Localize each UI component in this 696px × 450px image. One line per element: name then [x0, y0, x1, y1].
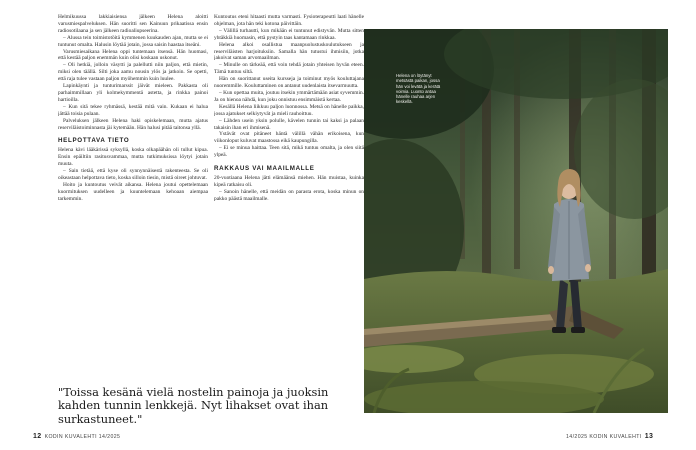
body-paragraph: Lapinkäynti ja tunturimarssit jäivät mieleen. Pakkasta oli parhaimmillaan yli kolmekymmentä astetta, ja rinkka painoi hartioilla. [58, 83, 208, 103]
body-paragraph: – Ei se minua haittaa. Teen sitä, mikä tuntuu omalta, ja olen siitä ylpeä. [214, 145, 364, 159]
body-paragraph: Kuntoutus eteni hitaasti mutta varmasti. Fysioterapeutti laati hänelle ohjelman, jota hän teki kotona päivittäin. [214, 14, 364, 27]
body-paragraph: Ystävät ovat pitäneet häntä välillä vähän erikoisena, kun viikonloput kuluvat maastossa eikä kaupungilla. [214, 131, 364, 145]
subhead-1: HELPOTTAVA TIETO [58, 137, 130, 145]
column-2-body-continued [214, 175, 364, 203]
folio-left-label: KODIN KUVALEHTI 14/2025 [44, 434, 121, 440]
pull-quote: "Toissa kesänä vielä nostelin painoja ja juoksin kahden tunnin lenkkejä. Nyt lihakset ovat ihan surkastuneet." [58, 385, 329, 426]
text-column-1 [58, 14, 208, 380]
body-paragraph: – Sain tietää, että kyse oli synnynnäisestä rakenteesta. Se oli oikeastaan helpottava tieto, koska silloin tiesin, mistä oireet johtuvat. [58, 168, 208, 182]
column-2-body [214, 14, 364, 159]
body-paragraph: Palveluksen jälkeen Helena haki opiskelemaan, mutta ajatus reserviläistoiminnasta jäi kytemään. Hän halusi pitää taitonsa yllä. [58, 117, 208, 131]
body-paragraph: Helena alkoi osallistua maanpuolustuskoulutukseen ja reserviläisten harjoituksiin. Samalla hän tutustui ihmisiin, jotka jakoivat saman arvomaailman. [214, 41, 364, 62]
photo-caption: Helena on löytänyt metsästä paikan, jossa hän voi levätä ja kerätä voimia. Luonto antaa hänelle rauhaa arjen keskellä. [396, 73, 441, 105]
body-paragraph: – Kun sitä tekee ryhmässä, kestää mitä vain. Kukaan ei halua jättää toisia pulaan. [58, 103, 208, 117]
body-paragraph: – Minulle on tärkeää, että voin tehdä jotain yhteisen hyvän eteen. Tämä tuntuu siltä. [214, 62, 364, 76]
body-paragraph: Helmikuussa lakkiaisiensa jälkeen Helena aloitti varusmiespalveluksen. Hän suoritti sen Kainuun prikaatissa ensin radiosotilaana ja sen jälkeen radioaliupseerina. [58, 14, 208, 34]
body-paragraph: – Lähden usein yksin polulle, kävelen tunnin tai kaksi ja palaan takaisin ihan eri ihmisenä. [214, 117, 364, 131]
body-paragraph: – Välillä turhautti, kun mikään ei tuntunut edistyvän. Mutta sitten yhtäkkiä huomasin, että pystyin taas kantamaan rinkkaa. [214, 27, 364, 41]
body-paragraph: Helena kävi lääkärissä syksyllä, koska olkapäähän oli tullut kipua. Ensin epäiltiin rasitusvammaa, mutta tutkimuksissa löytyi jotain muuta. [58, 147, 208, 168]
folio-left [30, 433, 120, 440]
column-1-body [58, 14, 208, 131]
folio-right [566, 433, 656, 440]
body-paragraph: – Oli hetkiä, jolloin väsytti ja palellutti niin paljon, että mietin, miksi olen täällä. Silti joka aamu nousin ylös ja jatkoin. Se opetti, että raja tulee vastaan paljon myöhemmin kuin luulee. [58, 62, 208, 83]
folio-right-label: 14/2025 KODIN KUVALEHTI [566, 434, 642, 440]
body-paragraph: Kesällä Helena liikkuu paljon luonnossa. Metsä on hänelle paikka, jossa ajatukset selkiytyvät ja mieli rauhoittuu. [214, 103, 364, 117]
page-number-right: 13 [644, 433, 654, 440]
body-paragraph: Hoito ja kuntoutus veivät aikansa. Helena joutui opettelemaan kuormituksen uudelleen ja kuuntelemaan kehoaan aiempaa tarkemmin. [58, 181, 208, 202]
column-1-body-continued [58, 147, 208, 202]
page-number-left: 12 [33, 433, 42, 440]
subhead-2: RAKKAUS VAI MAAILMALLE [214, 165, 315, 173]
body-paragraph: Varusmiesaikana Helena oppi tuntemaan itsensä. Hän huomasi, että kestää paljon enemmän kuin olisi koskaan uskonut. [58, 48, 208, 62]
body-paragraph: 20-vuotiaana Helena jätti elämäänsä miehen. Hän muistaa, kuinka kipeä ratkaisu oli. [214, 175, 364, 188]
body-paragraph: – Kun opettaa muita, joutuu itsekin ymmärtämään asiat syvemmin. Ja on hienoa nähdä, kun joku onnistuu ensimmäistä kertaa. [214, 89, 364, 103]
body-paragraph: – Sanoin hänelle, että meidän on parasta erota, koska minun on pakko päästä maailmalle. [214, 188, 364, 202]
body-paragraph: Hän on suorittanut useita kursseja ja toiminut myös kouluttajana nuoremmille. Kouluttaminen on antanut uudenlaista itsevarmuutta. [214, 76, 364, 90]
text-column-2 [214, 14, 364, 380]
body-paragraph: – Alussa tein toimistotöitä kymmenen kuukauden ajan, mutta se ei tuntunut omalta. Halusin löytää jotain, jossa saisin haastaa itseäni. [58, 34, 208, 48]
